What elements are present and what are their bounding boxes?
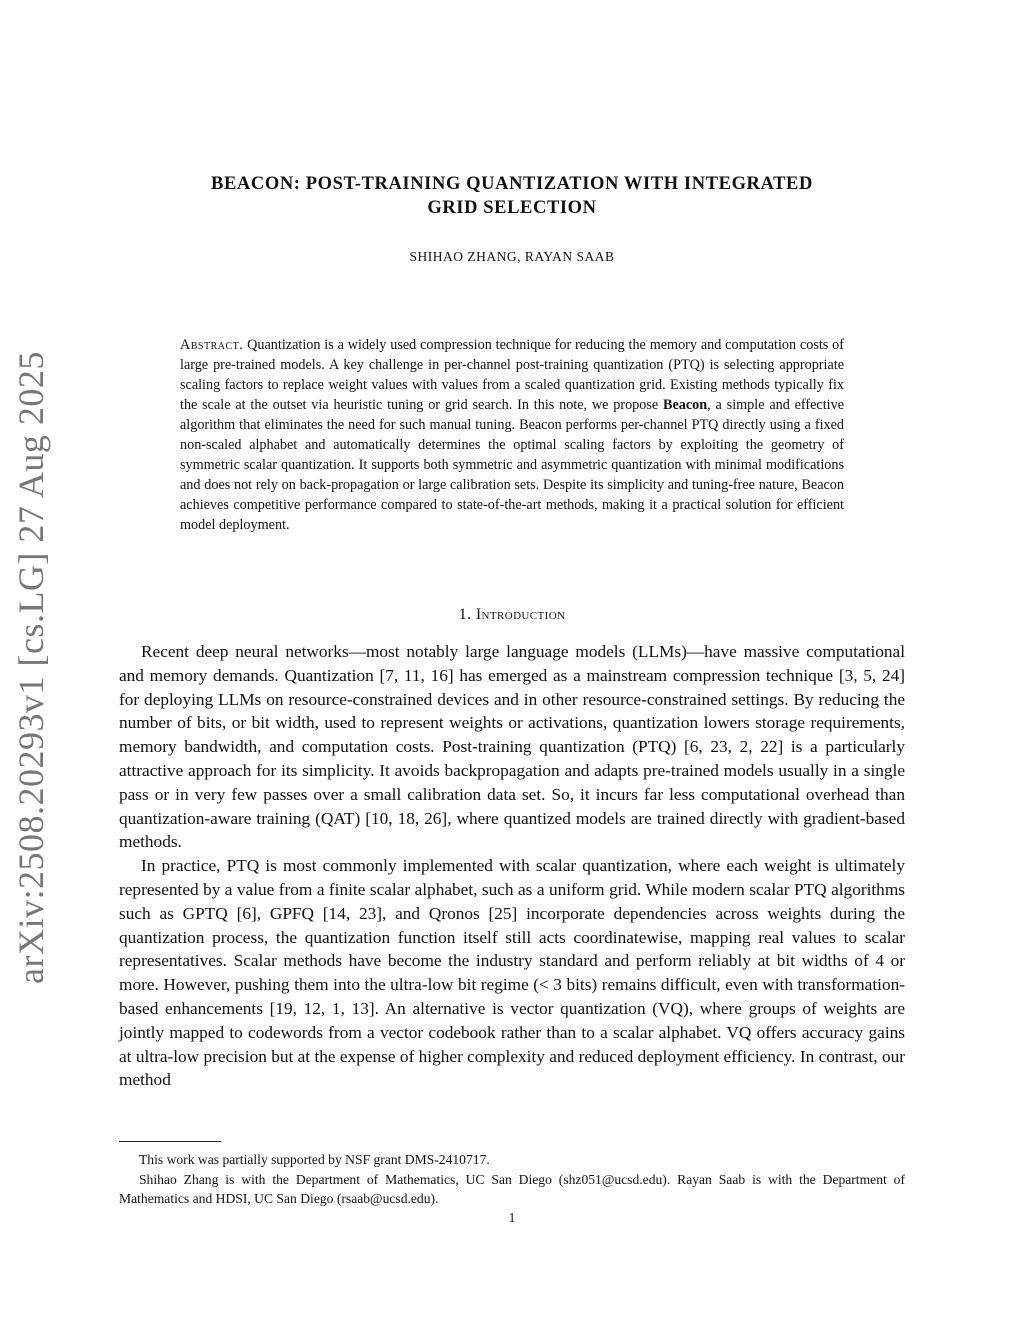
footnote-affiliations: Shihao Zhang is with the Department of Mathematics, UC San Diego (shz051@ucsd.edu). Rayan Saab is with the Department of Mathematics and HDSI, UC San Diego (rsaab@ucsd.edu).	[119, 1171, 905, 1206]
title-line-2: GRID SELECTION	[427, 198, 597, 218]
body-text	[119, 640, 905, 1092]
footnotes	[119, 1150, 905, 1209]
abstract-label: Abstract.	[180, 337, 244, 353]
paragraph-1: Recent deep neural networks—most notably large language models (LLMs)—have massive computational and memory demands. Quantization [7, 11, 16] has emerged as a mainstream compression technique [3, 5, 24] for deploying LLMs on resource-constrained devices and in other resource-constrained settings. By reducing the number of bits, or bit width, used to represent weights or activations, quantization lowers storage requirements, memory bandwidth, and computation costs. Post-training quantization (PTQ) [6, 23, 2, 22] is a particularly attractive approach for its simplicity. It avoids backpropagation and adapts pre-trained models usually in a single pass or in very few passes over a small calibration data set. So, it incurs far less computational overhead than quantization-aware training (QAT) [10, 18, 26], where quantized models are trained directly with gradient-based methods.	[119, 642, 905, 852]
arxiv-stamp: arXiv:2508.20293v1 [cs.LG] 27 Aug 2025	[11, 351, 51, 985]
footnote-divider	[119, 1141, 221, 1142]
abstract	[180, 335, 844, 535]
abstract-text-part-1: Quantization is a widely used compression technique for reducing the memory and computation costs of large pre-trained models. A key challenge in per-channel post-training quantization (PTQ) is selecting appropriate scaling factors to replace weight values with values from a scaled quantization grid. Existing methods typically fix the scale at the outset via heuristic tuning or grid search. In this note, we propose	[180, 337, 844, 413]
paragraph-2: In practice, PTQ is most commonly implemented with scalar quantization, where each weight is ultimately represented by a value from a finite scalar alphabet, such as a uniform grid. While modern scalar PTQ algorithms such as GPTQ [6], GPFQ [14, 23], and Qronos [25] incorporate dependencies across weights during the quantization process, the quantization function itself still acts coordinatewise, mapping real values to scalar representatives. Scalar methods have become the industry standard and perform reliably at bit widths of 4 or more. However, pushing them into the ultra-low bit regime (< 3 bits) remains difficult, even with transformation-based enhancements [19, 12, 1, 13]. An alternative is vector quantization (VQ), where groups of weights are jointly mapped to codewords from a vector codebook rather than to a scalar alphabet. VQ offers accuracy gains at ultra-low precision but at the expense of higher complexity and reduced deployment efficiency. In contrast, our method	[119, 856, 905, 1090]
abstract-text-part-2: , a simple and effective algorithm that eliminates the need for such manual tuning. Beacon performs per-channel PTQ directly using a fixed non-scaled alphabet and automatically determines the optimal scaling factors by exploiting the geometry of symmetric scalar quantization. It supports both symmetric and asymmetric quantization with minimal modifications and does not rely on back-propagation or large calibration sets. Despite its simplicity and tuning-free nature, Beacon achieves competitive performance compared to state-of-the-art methods, making it a practical solution for efficient model deployment.	[180, 397, 844, 533]
author-list: SHIHAO ZHANG, RAYAN SAAB	[409, 249, 615, 264]
page-number: 1	[508, 1210, 516, 1225]
footnote-funding: This work was partially supported by NSF grant DMS-2410717.	[139, 1152, 490, 1167]
section-heading	[118, 606, 906, 624]
abstract-bold-term: Beacon	[663, 397, 708, 413]
section-number: 1.	[458, 606, 472, 623]
paper-title	[118, 172, 906, 220]
title-line-1: BEACON: POST-TRAINING QUANTIZATION WITH INTEGRATED	[211, 174, 813, 194]
section-title: Introduction	[475, 606, 566, 623]
